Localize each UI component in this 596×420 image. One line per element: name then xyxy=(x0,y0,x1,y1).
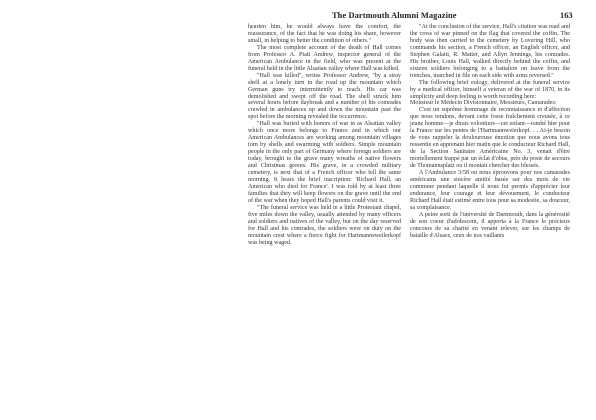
magazine-title: The Dartmouth Alumni Magazine xyxy=(332,11,457,20)
left-column xyxy=(248,24,401,247)
paragraph: "Hall was killed", writes Professor Andrew, "by a stray shell at a lonely turn in the road up the mountain which German guns try intermittently to reach. His car was demolished and swept off the road. The shell struck him several hours before daybreak and a number of his comrades crawled in ambulances up and down the mountain past the spot before the morning revealed the occurrence. xyxy=(248,72,401,121)
french-paragraph: A peine sorti de l'université de Dartmouth, dans la générosité de son coeur d'adolescent, il apporta à la France le précieux concours de sa charité en venant relever, sur les champs de bataille d'Alsace, ceux de nos vaillants xyxy=(410,211,570,239)
paragraph: The most complete account of the death of Hall comes from Professor A. Piatt Andrew, inspector general of the American Ambulance in the field, who was present at the funeral held in the little Alsatian valley where Hall was killed. xyxy=(248,44,401,72)
paragraph: "The funeral service was held in a little Protestant chapel, five miles down the valley, usually attended by many officers and soldiers and natives of the valley, but on the day reserved for Hall and his comrades, the soldiers were on duty on the mountain crest where a fierce fight for Hartmannsweilerkopf was being waged. xyxy=(248,204,401,246)
running-header xyxy=(296,11,596,23)
paragraph: "At the conclusion of the service, Hall's citation was read and the cross of war pinned on the flag that covered the coffin. The body was then carried to the cemetery by Lovering Hill, who commands his section, a French officer, an English officer, and Stephen Galatti, R. Matter, and Allyn Jennings, his comrades. His brother, Louis Hall, walked directly behind the coffin, and sixteen soldiers belonging to a battalion on leave from the trenches, marched in file on each side with arms reversed." xyxy=(410,24,570,79)
french-paragraph: C'est un suprême hommage de reconnaissance et d'affection que nous rendons, devant cette fosse fraîchement creusée, à ce jeune homme—je dirais volontiers—cet enfant—tombé hier pour la France sur les pentes de l'Hartmannweierkopf. . . Ai-je besoin de vous rappeler la douloureuse émotion que nous avons tous ressentie en apprenant hier matin que le conducteur Richard Hall, de la Section Sanitaire Américaine No. 3, venait d'être mortellement frappé par un éclat d'obus, près du poste de secours de Thomannsplatz ou il montait chercher des blessés. xyxy=(410,107,570,170)
page-number: 163 xyxy=(560,11,573,20)
paragraph: The following brief eulogy, delivered at the funeral service by a medical officer, himself a veteran of the war of 1870, in its simplicity and deep feeling is worth recording here: xyxy=(410,79,570,100)
french-paragraph: A l'Ambulance 3/58 ou nous éprouvons pour nos camarades américains une sincère amitié basée sur des mois de vie commune pendant laquelle il nous fut permis d'apprécier leur endurance, leur courage et leur dévouement, le conducteur Richard Hall était estimé entre tous pour sa modestie, sa douceur, sa complaisance. xyxy=(410,170,570,211)
paragraph: hearten him, he would always have the comfort, the reassurance, of the fact that he was doing his share, however small, in helping to better the condition of others." xyxy=(248,24,401,44)
right-column xyxy=(410,24,570,240)
paragraph: "Hall was buried with honors of war in as Alsatian valley which once more belongs to France and in which our American Ambulances are working among mountain villages torn by shells and swarming with soldiers. Simple mountain people in the only part of Germany where foreign soldiers are today, brought to the grave many wreaths of native flowers and Christmas greens. His grave, in a crowded military cemetery, is next that of a French officer who fell the same morning. It bears the brief inscription: 'Richard Hall, an American who died for France'. I was told by at least three families that they will keep flowers on the grave until the end of the war when they hoped Hall's parents could visit it. xyxy=(248,121,401,204)
salutation: Monsieur le Médecin Divisionnaire, Messieurs, Camarades: xyxy=(410,100,557,107)
